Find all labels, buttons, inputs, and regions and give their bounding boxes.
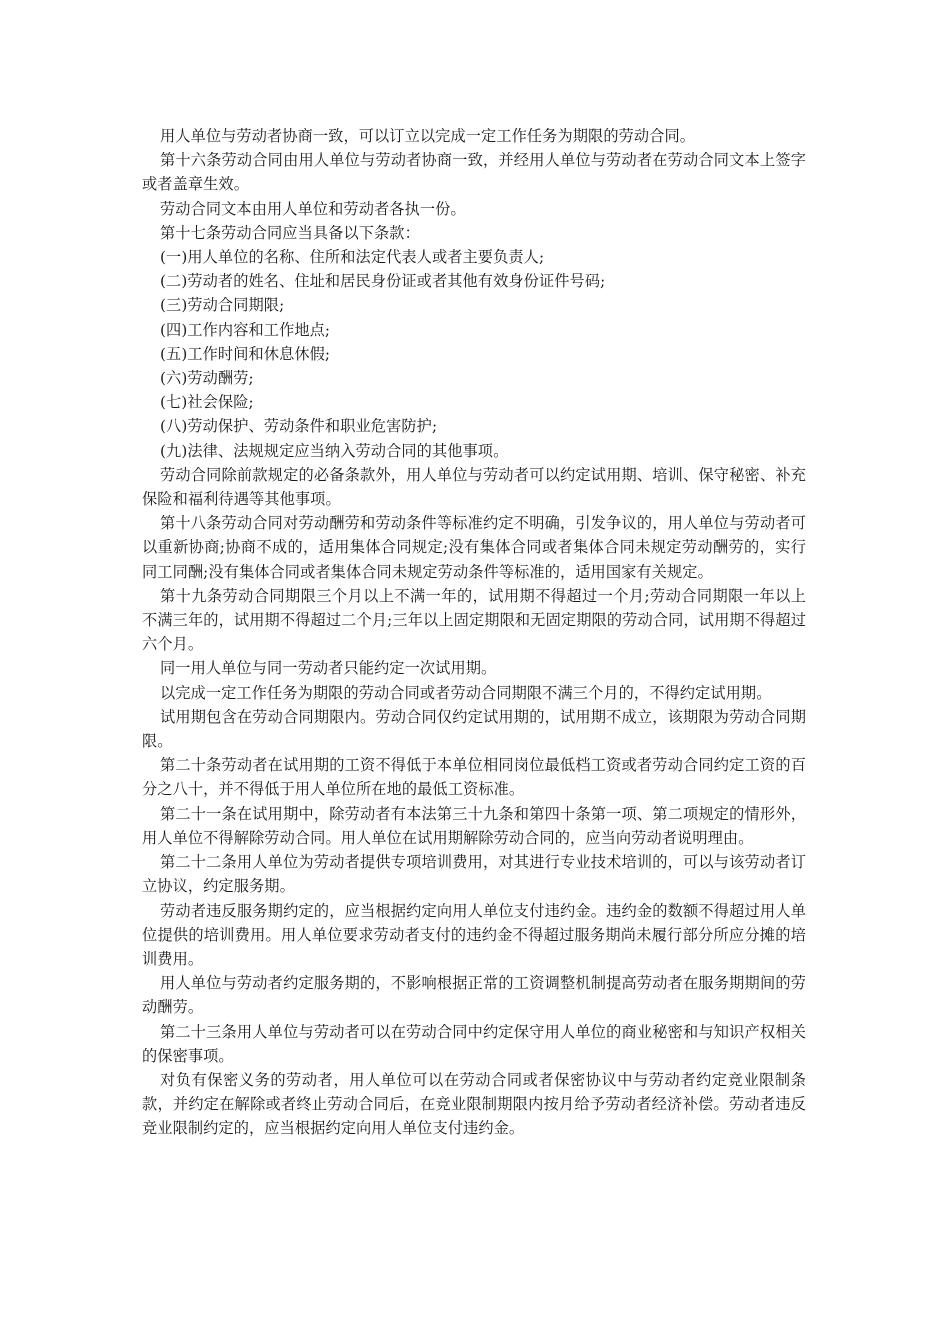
paragraph: 第十六条劳动合同由用人单位与劳动者协商一致，并经用人单位与劳动者在劳动合同文本上签字或者盖章生效。 — [142, 151, 806, 194]
paragraph: 第二十一条在试用期中，除劳动者有本法第三十九条和第四十条第一项、第二项规定的情形外，用人单位不得解除劳动合同。用人单位在试用期解除劳动合同的，应当向劳动者说明理由。 — [142, 804, 806, 847]
document-body — [142, 124, 806, 1141]
list-item: (四)工作内容和工作地点; — [160, 320, 331, 339]
list-item: (八)劳动保护、劳动条件和职业危害防护; — [160, 417, 438, 436]
paragraph: 劳动者违反服务期约定的，应当根据约定向用人单位支付违约金。违约金的数额不得超过用人单位提供的培训费用。用人单位要求劳动者支付的违约金不得超过服务期尚未履行部分所应分摊的培训费用。 — [142, 901, 806, 968]
list-item: (二)劳动者的姓名、住址和居民身份证或者其他有效身份证件号码; — [160, 272, 606, 291]
paragraph: 劳动合同除前款规定的必备条款外，用人单位与劳动者可以约定试用期、培训、保守秘密、补充保险和福利待遇等其他事项。 — [142, 465, 806, 509]
list-item: (五)工作时间和休息休假; — [160, 344, 331, 363]
list-item: (七)社会保险; — [160, 393, 254, 412]
paragraph: 试用期包含在劳动合同期限内。劳动合同仅约定试用期的，试用期不成立，该期限为劳动合同期限。 — [142, 707, 806, 751]
paragraph: 用人单位与劳动者约定服务期的，不影响根据正常的工资调整机制提高劳动者在服务期期间的劳动酬劳。 — [142, 974, 806, 1017]
paragraph: 第十八条劳动合同对劳动酬劳和劳动条件等标准约定不明确，引发争议的，用人单位与劳动者可以重新协商;协商不成的，适用集体合同规定;没有集体合同或者集体合同未规定劳动酬劳的，实行同工同酬;没有集体合同或者集体合同未规定劳动条件等标准的，适用国家有关规定。 — [142, 514, 806, 581]
paragraph: 第十七条劳动合同应当具备以下条款： — [160, 223, 420, 242]
paragraph: 第二十条劳动者在试用期的工资不得低于本单位相同岗位最低档工资或者劳动合同约定工资的百分之八十，并不得低于用人单位所在地的最低工资标准。 — [142, 756, 806, 799]
paragraph: 第十九条劳动合同期限三个月以上不满一年的，试用期不得超过一个月;劳动合同期限一年以上不满三年的，试用期不得超过二个月;三年以上固定期限和无固定期限的劳动合同，试用期不得超过六个月。 — [142, 586, 806, 654]
paragraph: 第二十二条用人单位为劳动者提供专项培训费用，对其进行专业技术培训的，可以与该劳动者订立协议，约定服务期。 — [142, 853, 806, 896]
list-item: (三)劳动合同期限; — [160, 296, 285, 315]
list-item: (六)劳动酬劳; — [160, 369, 254, 388]
list-item: (一)用人单位的名称、住所和法定代表人或者主要负责人; — [160, 248, 545, 267]
paragraph: 以完成一定工作任务为期限的劳动合同或者劳动合同期限不满三个月的，不得约定试用期。 — [160, 683, 772, 702]
paragraph: 同一用人单位与同一劳动者只能约定一次试用期。 — [160, 659, 497, 678]
paragraph: 劳动合同文本由用人单位和劳动者各执一份。 — [160, 199, 466, 218]
paragraph: 第二十三条用人单位与劳动者可以在劳动合同中约定保守用人单位的商业秘密和与知识产权相关的保密事项。 — [142, 1022, 806, 1065]
paragraph: 用人单位与劳动者协商一致，可以订立以完成一定工作任务为期限的劳动合同。 — [160, 127, 696, 145]
list-item: (九)法律、法规规定应当纳入劳动合同的其他事项。 — [160, 441, 509, 460]
paragraph: 对负有保密义务的劳动者，用人单位可以在劳动合同或者保密协议中与劳动者约定竞业限制条款，并约定在解除或者终止劳动合同后，在竞业限制期限内按月给予劳动者经济补偿。劳动者违反竞业限制约定的，应当根据约定向用人单位支付违约金。 — [142, 1070, 806, 1138]
